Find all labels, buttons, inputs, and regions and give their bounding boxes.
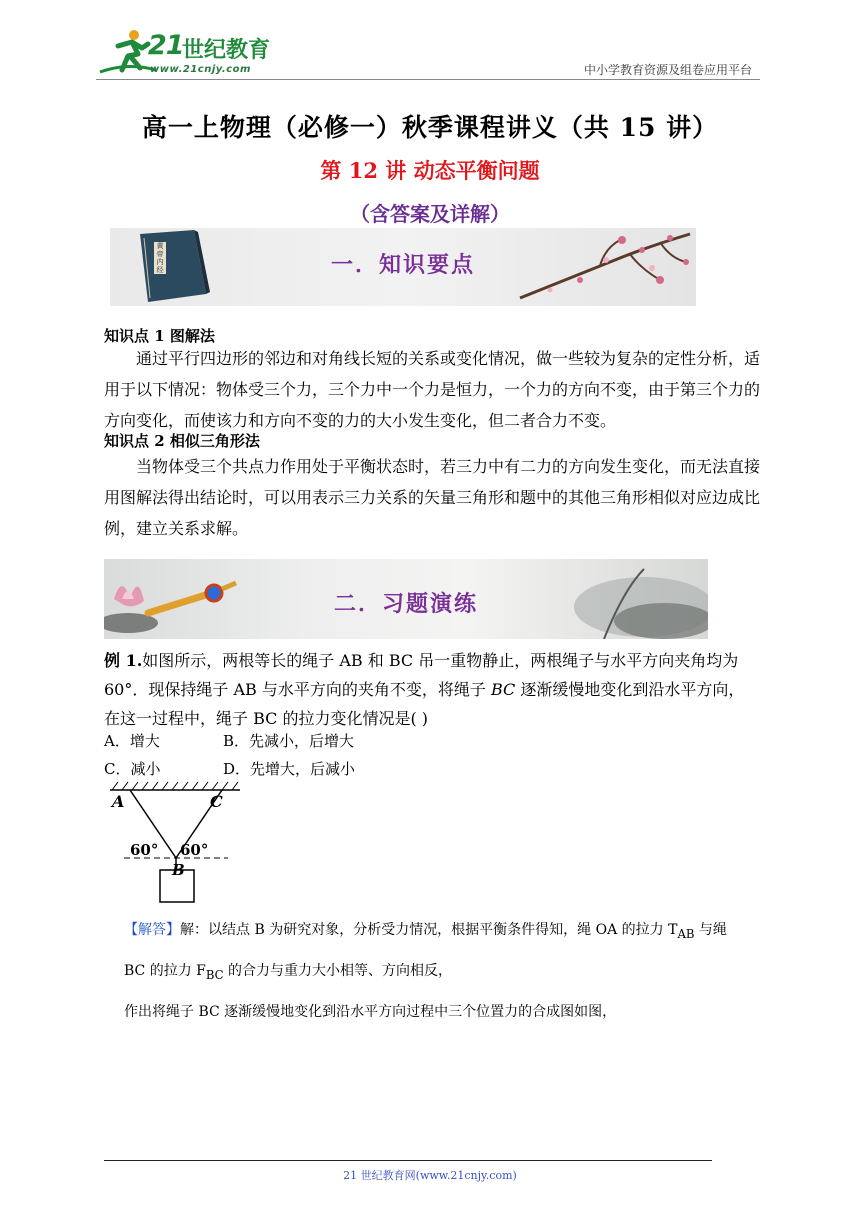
logo-number: 21 [148,30,184,61]
solution-text [124,912,764,1031]
subscript-ab: AB [677,926,695,941]
knowledge-point-1-heading: 知识点 1 图解法 [104,327,215,345]
option-b: B．先减小，后增大 [223,732,355,750]
question-line-2a: 60°．现保持绳子 AB 与水平方向的夹角不变，将绳子 [104,680,491,699]
knowledge-point-2-heading: 知识点 2 相似三角形法 [104,432,260,450]
question-line-3: 在这一过程中，绳子 BC 的拉力变化情况是( ) [104,709,429,728]
section-title-exercises: 二．习题演练 [333,591,478,617]
header-divider [96,79,760,80]
question-line-1: 如图所示，两根等长的绳子 AB 和 BC 吊一重物静止，两根绳子与水平方向夹角均为 [142,651,739,670]
platform-name: 中小学教育资源及组卷应用平台 [583,63,752,77]
solution-line-1a: 解：以结点 B 为研究对象，分析受力情况，根据平衡条件得知，绳 OA 的拉力 T [180,922,678,938]
logo-url: www.21cnjy.com [150,64,251,75]
example-1-question [104,646,760,733]
knowledge-point-1-text: 通过平行四边形的邻边和对角线长短的关系或变化情况，做一些较为复杂的定性分析，适用于以下情况：物体受三个力，三个力中一个力是恒力，一个力的方向不变，由于第三个力的方向变化，而使该力和方向不变的力的大小发生变化，但二者合力不变。 [104,349,761,430]
figure-angle-left: 60° [130,841,159,859]
section-banner-knowledge [110,228,696,306]
document-title: 高一上物理（必修一）秋季课程讲义（共 15 讲） [141,113,719,142]
figure-label-b: B [172,861,185,879]
question-line-2b: 逐渐缓慢地变化到沿水平方向， [515,680,745,699]
figure-label-c: C [210,792,223,811]
example-label: 例 1. [104,651,143,670]
logo-text: 世纪教育 [182,38,271,63]
option-c: C．减小 [104,760,161,778]
solution-line-1b: 与绳 [694,922,727,938]
footer-link[interactable]: 21 世纪教育网(www.21cnjy.com) [343,1169,517,1182]
answer-note: （含答案及详解） [350,202,510,226]
section-title-knowledge: 一．知识要点 [330,252,475,278]
book-label: 黄帝内经 [156,242,164,274]
figure-label-a: A [112,792,125,811]
lecture-subtitle: 第 12 讲 动态平衡问题 [320,158,540,183]
solution-line-2b: 的合力与重力大小相等、方向相反， [223,962,453,979]
question-line-2-bc: BC [490,680,516,699]
knowledge-point-2-text: 当物体受三个共点力作用处于平衡状态时，若三力中有二力的方向发生变化，而无法直接用图解法得出结论时，可以用表示三力关系的矢量三角形和题中的其他三角形相似对应边成比例，建立关系求解。 [104,457,761,538]
subscript-bc: BC [205,967,224,982]
section-banner-exercises [104,559,708,639]
option-a: A．增大 [104,732,160,750]
solution-line-3: 作出将绳子 BC 逐渐缓慢地变化到沿水平方向过程中三个位置力的合成图如图， [124,1003,617,1020]
solution-line-2a: BC 的拉力 F [124,962,206,979]
footer-divider [104,1160,712,1161]
solution-tag: 【解答】 [124,922,180,938]
option-d: D．先增大，后减小 [223,760,356,778]
figure-angle-right: 60° [180,841,209,859]
